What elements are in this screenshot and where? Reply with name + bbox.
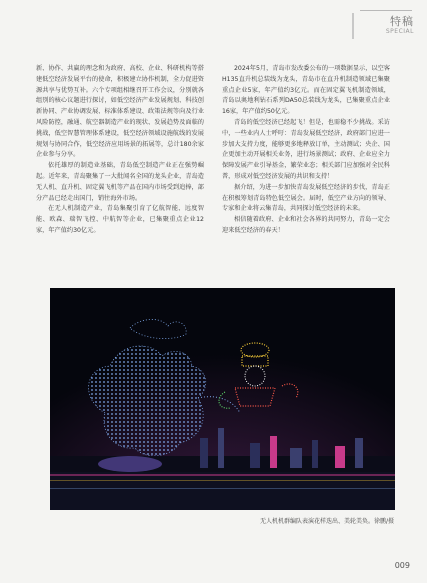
paragraph: 据介绍，为进一步加快青岛发展低空经济的步伐，青岛正在积极筹划青岛特色低空展会。届时，低空产业方向的领导、专家和企业将云集青岛，共同探讨低空经济的未来。: [222, 183, 390, 213]
article-left-column: [36, 64, 204, 237]
paragraph: 相信随着政府、企业和社会各界的共同努力，青岛一定会迎来低空经济的春天！: [222, 216, 390, 234]
paragraph: 依托雄厚的制造业基础，青岛低空制造产业正在强势崛起。近年来，青岛聚集了一大批闻名全国的龙头企业，青岛造无人机、直升机、固定翼飞机等产品在国内市场受到追捧，部分产品已经走出国门，销往海外市场。: [36, 162, 204, 202]
drone-show-photo: [50, 288, 395, 510]
section-title: 特稿: [390, 15, 414, 28]
waterfront: [50, 472, 395, 510]
page-number: 009: [394, 561, 410, 570]
section-subtitle: SPECIAL: [385, 28, 414, 35]
header-accent-bar: [352, 13, 354, 39]
article-right-column: [222, 64, 390, 237]
header-rule: [360, 10, 412, 11]
paragraph: 在无人机制造产业，青岛集聚引育了亿航智能、远度智能、欧森、瑞智飞控、中航智等企业，已集聚重点企业12家，年产值约30亿元。: [36, 205, 204, 234]
paragraph: 青岛的低空经济已经起飞！但是，也需稳不少挑战。采访中，一些业内人士呼吁：青岛发展低空经济，政府部门应进一步加大支持力度，能够更多地释放订单，主动测试；央企、国企更加主动开展相关业务，进行场景测试；政府、企业应全力保障发展产业引导基金，繁荣业态；相关部门应加强对全民科普，形成对低空经济发展的共识和支持！: [222, 118, 390, 180]
paragraph: 新、协作、共赢的理念和为政府、高校、企业、科研机构等搭建低空经济发展平台的使命，积极建立协作机制，全力促进资源共享与优势互补。六个专项组相继召开工作会议，分别就各组别的核心议题进行探讨，如低空经济产业发展规划、科技创新协同、产业协调发展、标准体系建设、政策法规等向及行业风险防控，融通、航空器制造产业的现状、发展趋势及面临的挑战，低空智慧管理体系建设，低空经济领域设施航线的发展规划与协同合作，低空经济应用场景的拓展等，总计180余家企业参与分享。: [36, 65, 204, 159]
photo-caption: 无人机机群编队表演花样迭出、美轮美奂。徐鹏/摄: [259, 518, 394, 525]
drone-show-illustration: [50, 288, 395, 510]
paragraph: 2024年5月，青岛市发改委公布的一项数据显示，以空客H135直升机总装线为龙头，青岛市在直升机制造领域已集聚重点企业5家，年产值约3亿元。而在固定翼飞机制造领域，青岛以奥地利钻石系列DA50总装线为龙头，已集聚重点企业16家，年产值约50亿元。: [222, 65, 390, 116]
